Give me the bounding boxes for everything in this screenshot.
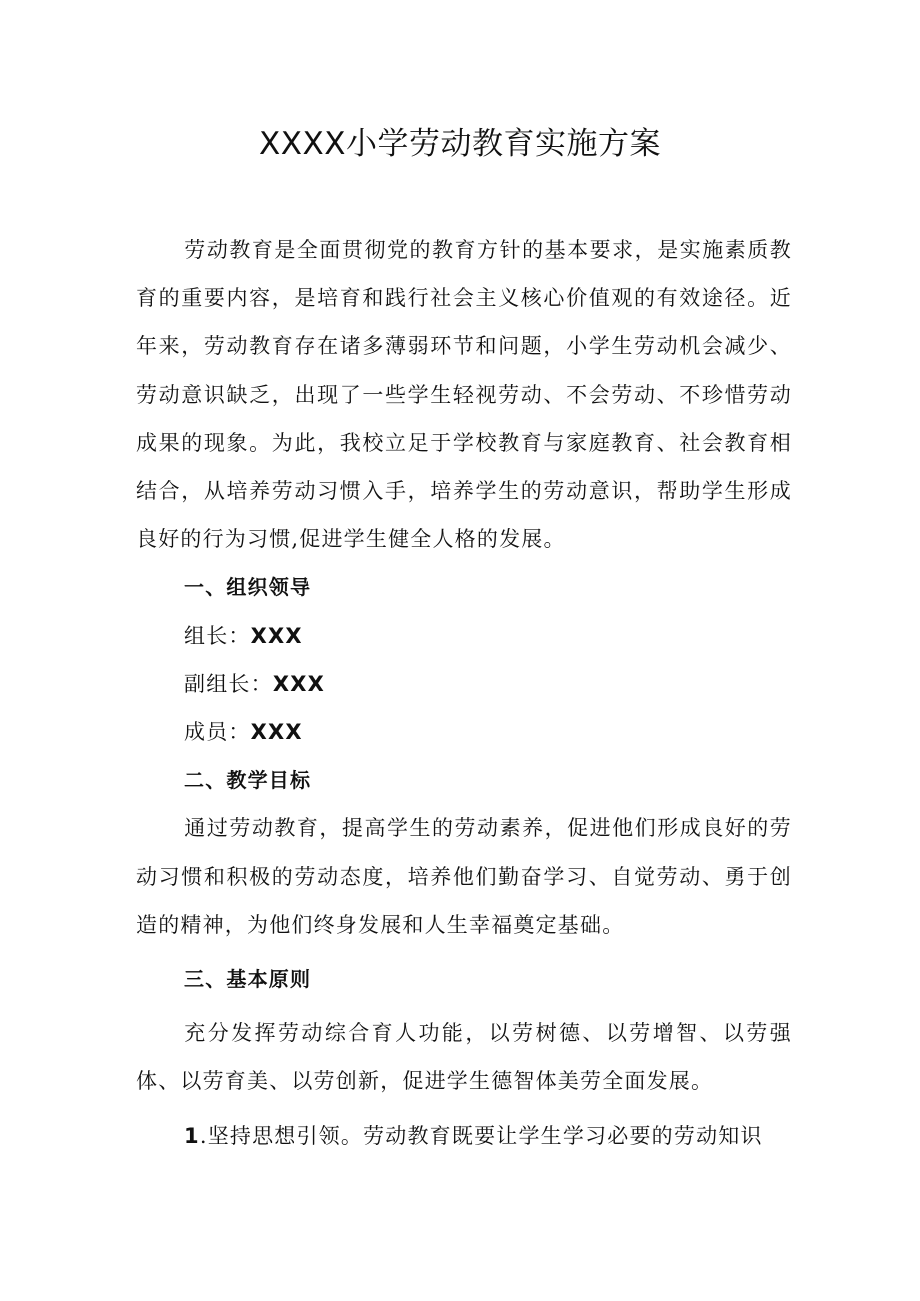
member-value: XXX (250, 720, 303, 745)
section-heading-principles: 三、基本原则 (184, 967, 312, 992)
leader-label: 组长： (184, 623, 251, 648)
section-heading-goals: 二、教学目标 (184, 768, 312, 793)
document-title: XXXX小学劳动教育实施方案 (259, 126, 661, 162)
member-label: 成员： (184, 720, 251, 745)
deputy-leader-label: 副组长： (184, 671, 273, 696)
principles-paragraph: 充分发挥劳动综合育人功能，以劳树德、以劳增智、以劳强体、以劳育美、以劳创新，促进学生德智体美劳全面发展。 (136, 1021, 792, 1094)
principle-item-1 (136, 1112, 792, 1160)
leader-value: XXX (250, 623, 303, 648)
leader-line (136, 612, 792, 660)
member-line (136, 708, 792, 756)
principle-item-1-number: 1 (184, 1123, 200, 1148)
deputy-leader-value: XXX (272, 671, 325, 696)
section-heading-organization: 一、组织领导 (184, 575, 312, 600)
principle-item-1-text: .坚持思想引领。劳动教育既要让学生学习必要的劳动知识 (199, 1123, 763, 1148)
intro-paragraph: 劳动教育是全面贯彻党的教育方针的基本要求，是实施素质教育的重要内容，是培育和践行社会主义核心价值观的有效途径。近年来，劳动教育存在诸多薄弱环节和问题，小学生劳动机会减少、劳动意识缺乏，出现了一些学生轻视劳动、不会劳动、不珍惜劳动成果的现象。为此，我校立足于学校教育与家庭教育、社会教育相结合，从培养劳动习惯入手，培养学生的劳动意识，帮助学生形成良好的行为习惯,促进学生健全人格的发展。 (136, 238, 792, 552)
deputy-leader-line (136, 660, 792, 708)
goals-paragraph: 通过劳动教育，提高学生的劳动素养，促进他们形成良好的劳动习惯和积极的劳动态度，培养他们勤奋学习、自觉劳动、勇于创造的精神，为他们终身发展和人生幸福奠定基础。 (136, 816, 792, 937)
document-body (136, 226, 792, 1160)
